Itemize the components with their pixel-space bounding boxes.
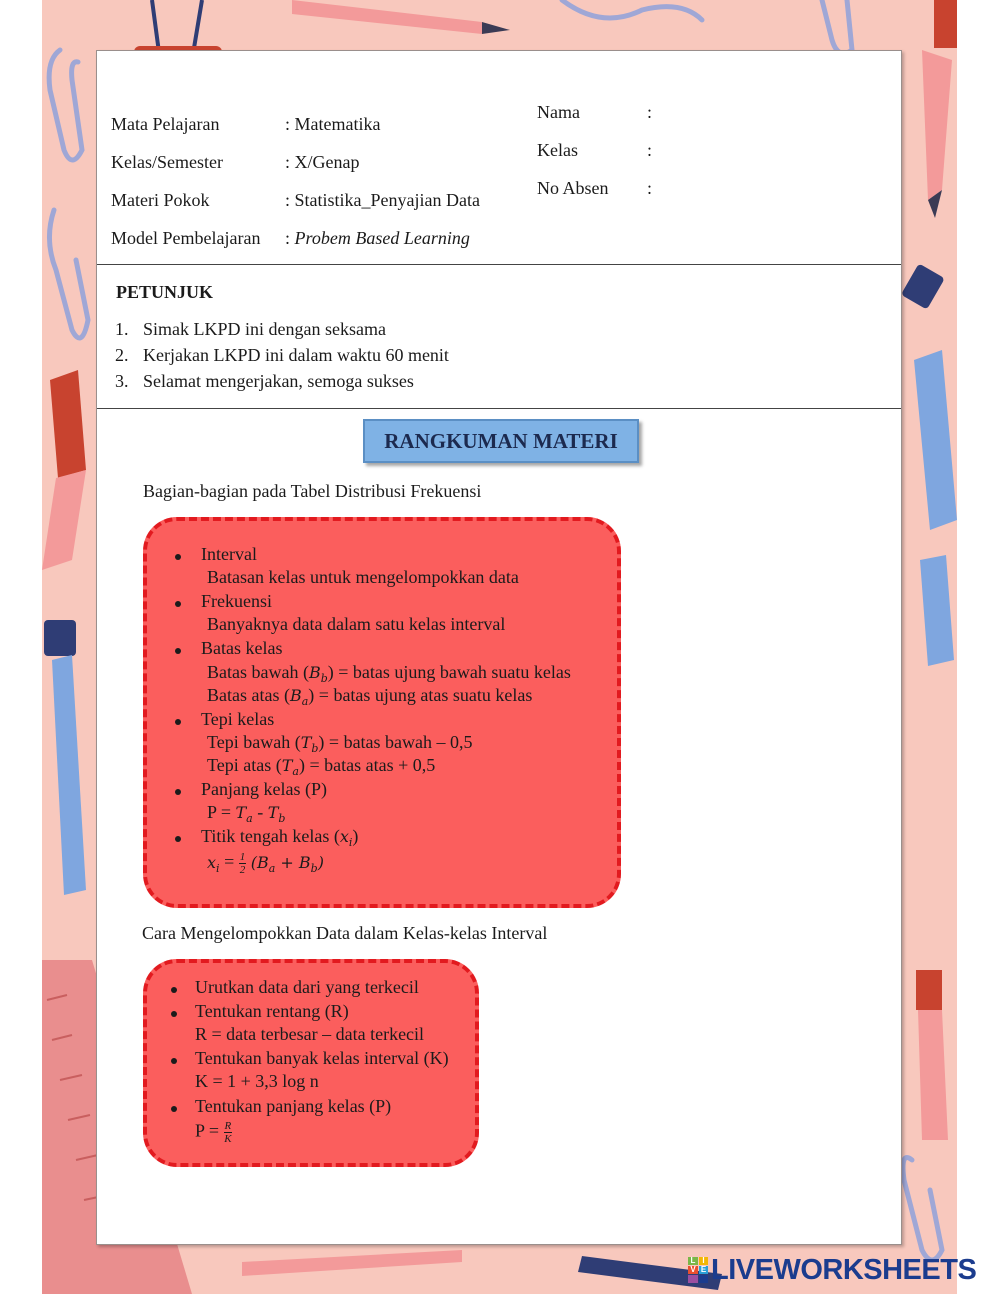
symbol: x bbox=[339, 827, 349, 846]
value-mata-pelajaran: : Matematika bbox=[285, 114, 381, 134]
value-text: Probem Based Learning bbox=[294, 228, 470, 248]
desc-batas-atas bbox=[207, 685, 532, 708]
text: = bbox=[219, 851, 239, 872]
worksheet-page bbox=[96, 50, 902, 1245]
pencil-icon bbox=[922, 50, 952, 200]
text: Batas bawah ( bbox=[207, 662, 309, 682]
text: ) = batas ujung atas suatu kelas bbox=[308, 685, 533, 705]
summary-box-grouping-steps bbox=[143, 959, 479, 1167]
pen-icon bbox=[914, 350, 957, 530]
text: Tepi bawah ( bbox=[207, 732, 301, 752]
symbol: T bbox=[300, 733, 312, 752]
subscript: a bbox=[301, 695, 309, 709]
text: + bbox=[275, 852, 299, 872]
subscript: b bbox=[310, 861, 318, 875]
formula-panjang-kelas bbox=[207, 802, 285, 825]
summary-box-frequency-table bbox=[143, 517, 621, 908]
subscript: i bbox=[348, 836, 353, 850]
binder-clip-icon bbox=[44, 620, 76, 656]
section1-heading: Bagian-bagian pada Tabel Distribusi Frekuensi bbox=[143, 481, 482, 501]
step-formula: K = 1 + 3,3 log n bbox=[195, 1071, 319, 1091]
term-batas-kelas: Batas kelas bbox=[201, 638, 283, 658]
text: ) bbox=[317, 852, 324, 872]
step-item: Tentukan rentang (R) bbox=[195, 1001, 349, 1021]
step-item: Tentukan panjang kelas (P) bbox=[195, 1096, 392, 1116]
math-symbol bbox=[300, 733, 319, 756]
desc-tepi-bawah bbox=[207, 732, 473, 755]
math-symbol bbox=[308, 663, 328, 686]
symbol: T bbox=[235, 803, 247, 822]
instruction-number: 3. bbox=[115, 371, 129, 391]
binder-clip-icon bbox=[901, 263, 945, 309]
step-item: Tentukan banyak kelas interval (K) bbox=[195, 1048, 449, 1068]
instruction-item: Simak LKPD ini dengan seksama bbox=[143, 319, 386, 339]
pencil-icon bbox=[50, 370, 86, 478]
term-tepi-kelas: Tepi kelas bbox=[201, 709, 275, 729]
fraction-half bbox=[239, 851, 247, 876]
symbol: B bbox=[256, 852, 269, 872]
text: ) = batas bawah – 0,5 bbox=[318, 732, 473, 752]
denominator: K bbox=[224, 1133, 232, 1145]
logo-cell: I bbox=[699, 1257, 709, 1265]
text: Titik tengah kelas ( bbox=[201, 826, 340, 846]
symbol: B bbox=[308, 663, 321, 682]
instruction-item: Kerjakan LKPD ini dalam waktu 60 menit bbox=[143, 345, 449, 365]
label-kelas-semester: Kelas/Semester bbox=[111, 152, 223, 172]
logo-cell: L bbox=[688, 1257, 698, 1265]
logo-cell: E bbox=[699, 1266, 709, 1274]
formula-titik-tengah bbox=[207, 851, 324, 876]
text: ) bbox=[352, 826, 359, 846]
value-materi-pokok: : Statistika_Penyajian Data bbox=[285, 190, 480, 210]
bullet bbox=[171, 1058, 177, 1064]
liveworksheets-logo-icon bbox=[688, 1257, 708, 1283]
pencil-icon bbox=[242, 1250, 462, 1276]
value-model-pembelajaran bbox=[285, 228, 470, 249]
divider bbox=[97, 264, 901, 265]
text: ) = batas atas + 0,5 bbox=[298, 755, 436, 775]
text: Tepi atas ( bbox=[207, 755, 282, 775]
logo-cell bbox=[688, 1275, 698, 1283]
subscript: i bbox=[216, 861, 220, 875]
watermark-text: LIVEWORKSHEETS bbox=[711, 1253, 977, 1286]
subscript: a bbox=[268, 861, 276, 875]
label-mata-pelajaran: Mata Pelajaran bbox=[111, 114, 220, 134]
value-prefix: : bbox=[285, 228, 295, 248]
math-symbol bbox=[267, 803, 286, 826]
bullet bbox=[171, 1106, 177, 1112]
math-symbol bbox=[235, 803, 253, 826]
symbol: T bbox=[267, 803, 279, 822]
bullet bbox=[175, 836, 181, 842]
value-kelas-semester: : X/Genap bbox=[285, 152, 360, 172]
symbol: T bbox=[281, 756, 293, 775]
math-symbol bbox=[339, 827, 353, 850]
liveworksheets-watermark bbox=[688, 1254, 976, 1286]
section2-heading: Cara Mengelompokkan Data dalam Kelas-kelas Interval bbox=[142, 923, 548, 943]
desc-tepi-atas bbox=[207, 755, 435, 778]
instruction-item: Selamat mengerjakan, semoga sukses bbox=[143, 371, 414, 391]
numerator: R bbox=[224, 1120, 232, 1132]
subscript: b bbox=[311, 742, 319, 756]
bullet bbox=[175, 601, 181, 607]
divider bbox=[97, 408, 901, 409]
logo-cell: V bbox=[688, 1266, 698, 1274]
text: P = bbox=[195, 1120, 224, 1141]
subscript: a bbox=[246, 812, 253, 826]
pen-icon bbox=[916, 970, 942, 1010]
bullet bbox=[175, 719, 181, 725]
colon-no-absen: : bbox=[647, 178, 653, 198]
instruction-number: 1. bbox=[115, 319, 129, 339]
bullet bbox=[175, 554, 181, 560]
instruction-number: 2. bbox=[115, 345, 129, 365]
summary-title: RANGKUMAN MATERI bbox=[363, 419, 639, 463]
logo-cell bbox=[699, 1275, 709, 1283]
denominator: 2 bbox=[239, 864, 246, 876]
subscript: b bbox=[320, 672, 328, 686]
bullet bbox=[171, 987, 177, 993]
math-expression bbox=[250, 852, 324, 875]
label-nama: Nama bbox=[537, 102, 580, 122]
term-frekuensi: Frekuensi bbox=[201, 591, 272, 611]
symbol: x bbox=[207, 852, 217, 872]
bullet bbox=[175, 789, 181, 795]
instructions-title: PETUNJUK bbox=[116, 282, 214, 302]
desc-frekuensi: Banyaknya data dalam satu kelas interval bbox=[207, 614, 506, 634]
term-interval: Interval bbox=[201, 544, 257, 564]
bullet bbox=[171, 1011, 177, 1017]
symbol: B bbox=[289, 686, 302, 705]
text: ( bbox=[250, 852, 257, 872]
pen-icon bbox=[52, 655, 86, 895]
step-item: Urutkan data dari yang terkecil bbox=[195, 977, 419, 997]
bullet bbox=[175, 648, 181, 654]
step-formula: R = data terbesar – data terkecil bbox=[195, 1024, 425, 1044]
pencil-icon bbox=[292, 0, 510, 34]
colon-nama: : bbox=[647, 102, 653, 122]
text: - bbox=[252, 802, 268, 822]
fraction-r-over-k bbox=[224, 1120, 233, 1145]
colon-kelas: : bbox=[647, 140, 653, 160]
desc-batas-bawah bbox=[207, 662, 571, 685]
label-kelas: Kelas bbox=[537, 140, 578, 160]
term-titik-tengah bbox=[201, 826, 358, 849]
label-no-absen: No Absen bbox=[537, 178, 609, 198]
term-panjang-kelas: Panjang kelas (P) bbox=[201, 779, 327, 799]
math-symbol bbox=[281, 756, 299, 779]
symbol: B bbox=[298, 852, 311, 872]
math-symbol bbox=[207, 852, 220, 875]
text: Batas atas ( bbox=[207, 685, 290, 705]
label-materi-pokok: Materi Pokok bbox=[111, 190, 210, 210]
subscript: b bbox=[278, 812, 286, 826]
text: ) = batas ujung bawah suatu kelas bbox=[327, 662, 571, 682]
math-symbol bbox=[289, 686, 309, 709]
step-formula bbox=[195, 1120, 232, 1145]
desc-interval: Batasan kelas untuk mengelompokkan data bbox=[207, 567, 519, 587]
label-model-pembelajaran: Model Pembelajaran bbox=[111, 228, 261, 248]
pen-icon bbox=[920, 555, 954, 666]
subscript: a bbox=[292, 765, 299, 779]
pencil-icon bbox=[934, 0, 957, 48]
numerator: 1 bbox=[239, 851, 246, 863]
text: P = bbox=[207, 802, 236, 822]
